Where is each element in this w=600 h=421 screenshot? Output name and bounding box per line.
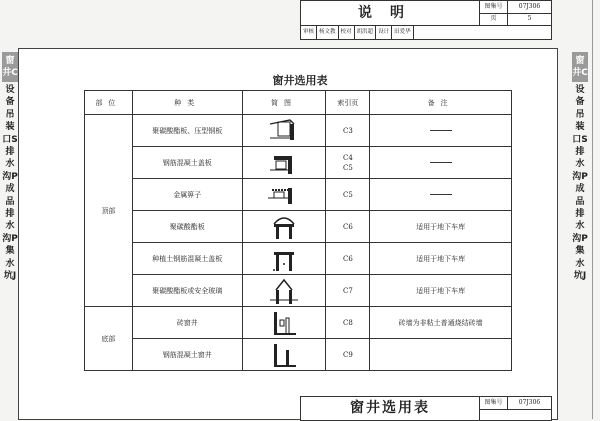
table-row [85,275,512,307]
signature-cell: 设计 [376,26,392,39]
rc-cover-slab-diagram [266,148,302,177]
diagram-cell [242,243,326,275]
index-cell: C4 C5 [326,147,370,179]
diagram-cell [242,339,326,371]
kind-cell: 聚碳酸酯板 [132,211,242,243]
table-row [85,339,512,371]
metal-grating-diagram [266,180,302,209]
side-tab-active: 窗井C [2,52,18,82]
group-top [85,115,512,307]
table-row [85,211,512,243]
signature-cell: 田爱华 [392,26,414,39]
part-cell: 顶部 [85,115,133,307]
side-tab-list: 设备吊装口S排水沟P成品排水沟P集水坑J [572,85,588,282]
title-block-top [300,0,552,40]
signature-row [301,26,551,39]
page-number: 5 [508,13,551,26]
column-header: 简图 [242,91,326,115]
atlas-number-label: 图集号 [480,1,508,14]
kind-cell: 砖窗井 [132,307,242,339]
note-cell: 适用于地下车库 [370,275,512,307]
sheet-title-bottom: 窗井选用表 [301,397,480,420]
note-cell [370,339,512,371]
kind-cell: 聚碳酸酯板、压型钢板 [132,115,242,147]
table-row [85,115,512,147]
diagram-cell [242,147,326,179]
index-cell: C9 [326,339,370,371]
note-cell: 适用于地下车库 [370,211,512,243]
side-tab-left [2,52,18,283]
safety-glass-dome-diagram [266,276,302,305]
page-label: 页 [480,13,508,26]
table-row [85,243,512,275]
diagram-cell [242,307,326,339]
table-row [85,179,512,211]
dash-mark [430,162,452,163]
side-tab-right [572,52,588,283]
index-cell: C5 [326,179,370,211]
binding-line [592,0,593,419]
signature-cell: 校对 [339,26,355,39]
roof-profiled-sheet-diagram [266,116,302,145]
column-header: 备注 [370,91,512,115]
atlas-number: 07J306 [508,397,551,410]
kind-cell: 种植土钢筋混凝土盖板 [132,243,242,275]
title-block-bottom [300,396,552,421]
planting-soil-slab-diagram [266,244,302,273]
index-cell: C8 [326,307,370,339]
part-cell: 底部 [85,307,133,371]
diagram-cell [242,275,326,307]
atlas-number: 07J306 [508,1,551,14]
side-tab-list: 设备吊装口S排水沟P成品排水沟P集水坑J [2,85,18,282]
dash-mark [430,194,452,195]
brick-well-diagram [266,308,302,337]
column-header: 索引页 [326,91,370,115]
diagram-cell [242,211,326,243]
polycarbonate-dome-diagram [266,212,302,241]
note-cell [370,147,512,179]
index-cell: C6 [326,211,370,243]
diagram-cell [242,115,326,147]
index-cell: C3 [326,115,370,147]
column-header: 种类 [132,91,242,115]
index-cell: C6 [326,243,370,275]
table-heading: 窗井选用表 [272,74,328,87]
atlas-number-label: 图集号 [480,397,508,410]
rc-well-diagram [266,340,302,369]
kind-cell: 钢筋混凝土盖板 [132,147,242,179]
table-row [85,147,512,179]
group-bottom [85,307,512,371]
note-cell: 砖墙为非粘土普通烧结砖墙 [370,307,512,339]
dash-mark [430,130,452,131]
diagram-cell [242,179,326,211]
selection-table [84,90,512,371]
header-row [85,91,512,115]
table-row [85,307,512,339]
signature-cell: 审核 [301,26,317,39]
kind-cell: 钢筋混凝土窗井 [132,339,242,371]
kind-cell: 金属箅子 [132,179,242,211]
note-cell: 适用于地下车库 [370,243,512,275]
index-cell: C7 [326,275,370,307]
kind-cell: 聚碳酸酯板或安全玻璃 [132,275,242,307]
note-cell [370,115,512,147]
side-tab-active: 窗井C [572,52,588,82]
signature-cell: 胡洪超 [355,26,377,39]
signature-cell: 杨文教 [317,26,339,39]
column-header: 部位 [85,91,133,115]
sheet-title: 说明 [301,1,480,26]
note-cell [370,179,512,211]
